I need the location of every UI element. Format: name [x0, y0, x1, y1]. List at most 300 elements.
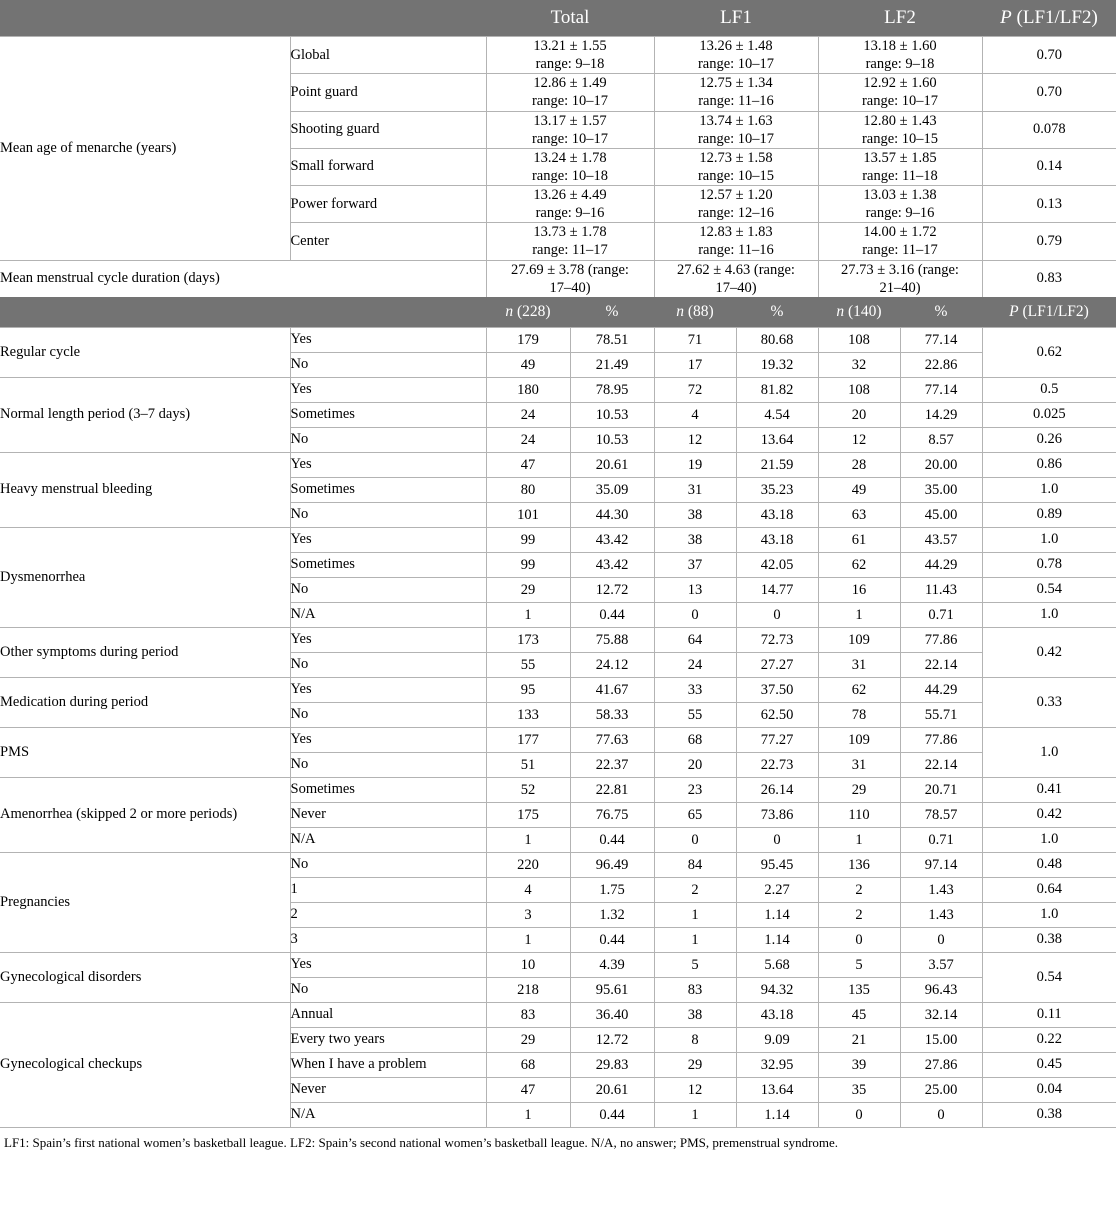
cell-pct-total: 41.67 [570, 677, 654, 702]
cell-total [486, 223, 654, 260]
cell-pct-lf2: 44.29 [900, 552, 982, 577]
cell-total [486, 37, 654, 74]
cell-n-lf2: 62 [818, 677, 900, 702]
cell-pct-lf2: 97.14 [900, 852, 982, 877]
cell-total-mean: 27.69 ± 3.78 (range: [511, 261, 629, 278]
cell-pct-lf1: 43.18 [736, 1002, 818, 1027]
cell-n-lf2: 21 [818, 1027, 900, 1052]
cell-pct-total: 35.09 [570, 477, 654, 502]
cell-total-range: range: 9–18 [535, 56, 605, 73]
cell-total-range: range: 10–17 [531, 130, 609, 147]
cell-pvalue: 0.54 [982, 952, 1116, 1002]
cell-lf2-mean: 14.00 ± 1.72 [863, 224, 937, 241]
cell-total-mean: 13.21 ± 1.55 [533, 38, 607, 54]
row-label-gynecological-disorders: Gynecological disorders [0, 952, 290, 1002]
cell-pct-lf2: 35.00 [900, 477, 982, 502]
row-sublabel: Yes [290, 527, 486, 552]
cell-lf1 [654, 74, 818, 111]
row-label-other-symptoms: Other symptoms during period [0, 627, 290, 677]
cell-n-total: 47 [486, 452, 570, 477]
cell-n-lf1: 55 [654, 702, 736, 727]
row-sublabel: Shooting guard [290, 111, 486, 148]
cell-lf1-mean: 13.26 ± 1.48 [699, 38, 773, 54]
cell-pvalue: 0.38 [982, 927, 1116, 952]
row-sublabel: N/A [290, 1102, 486, 1127]
table-row [0, 260, 1116, 297]
cell-pct-lf2: 11.43 [900, 577, 982, 602]
cell-pct-lf1: 43.18 [736, 527, 818, 552]
cell-pct-lf2: 22.86 [900, 352, 982, 377]
cell-n-lf1: 12 [654, 1077, 736, 1102]
cell-pvalue: 0.83 [982, 260, 1116, 297]
cell-n-lf2: 135 [818, 977, 900, 1002]
cell-pct-lf1: 73.86 [736, 802, 818, 827]
cell-n-total: 177 [486, 727, 570, 752]
cell-n-lf2: 108 [818, 327, 900, 352]
cell-pct-total: 29.83 [570, 1052, 654, 1077]
cell-pvalue: 0.26 [982, 427, 1116, 452]
cell-total [486, 111, 654, 148]
cell-pct-total: 22.81 [570, 777, 654, 802]
cell-pct-lf1: 19.32 [736, 352, 818, 377]
cell-pvalue: 0.13 [982, 186, 1116, 223]
cell-pct-total: 1.32 [570, 902, 654, 927]
table-row [0, 727, 1116, 752]
cell-n-total: 24 [486, 402, 570, 427]
cell-pvalue: 1.0 [982, 527, 1116, 552]
row-sublabel: Sometimes [290, 477, 486, 502]
row-label-heavy-menstrual-bleeding: Heavy menstrual bleeding [0, 452, 290, 527]
cell-pct-lf1: 4.54 [736, 402, 818, 427]
cell-pct-lf2: 32.14 [900, 1002, 982, 1027]
cell-n-lf2: 45 [818, 1002, 900, 1027]
table-row [0, 627, 1116, 652]
cell-lf2 [818, 37, 982, 74]
cell-pvalue: 0.62 [982, 327, 1116, 377]
cell-total [486, 74, 654, 111]
cell-pct-lf1: 9.09 [736, 1027, 818, 1052]
cell-n-total: 51 [486, 752, 570, 777]
cell-pct-lf1: 95.45 [736, 852, 818, 877]
cell-pct-lf1: 0 [736, 602, 818, 627]
cell-pct-total: 20.61 [570, 452, 654, 477]
cell-n-total: 218 [486, 977, 570, 1002]
cell-n-lf2: 49 [818, 477, 900, 502]
row-sublabel: N/A [290, 602, 486, 627]
cell-n-total: 95 [486, 677, 570, 702]
cell-lf2 [818, 111, 982, 148]
cell-pct-total: 4.39 [570, 952, 654, 977]
cell-lf1-mean: 13.74 ± 1.63 [699, 112, 773, 129]
cell-n-lf1: 24 [654, 652, 736, 677]
row-sublabel: Every two years [290, 1027, 486, 1052]
cell-n-lf2: 108 [818, 377, 900, 402]
cell-lf2 [818, 186, 982, 223]
cell-lf2-mean: 13.03 ± 1.38 [863, 187, 937, 203]
cell-pct-total: 0.44 [570, 827, 654, 852]
cell-lf2 [818, 223, 982, 260]
cell-lf1 [654, 186, 818, 223]
cell-n-lf1: 38 [654, 502, 736, 527]
cell-n-total: 1 [486, 927, 570, 952]
cell-lf1-mean: 12.75 ± 1.34 [699, 75, 773, 92]
row-sublabel: No [290, 752, 486, 777]
cell-pct-lf2: 1.43 [900, 877, 982, 902]
cell-pct-total: 0.44 [570, 602, 654, 627]
row-label-dysmenorrhea: Dysmenorrhea [0, 527, 290, 627]
cell-n-lf1: 1 [654, 927, 736, 952]
cell-pct-lf1: 37.50 [736, 677, 818, 702]
cell-pct-total: 10.53 [570, 427, 654, 452]
cell-n-lf1: 64 [654, 627, 736, 652]
cell-pct-lf2: 27.86 [900, 1052, 982, 1077]
cell-lf2-mean: 12.92 ± 1.60 [863, 75, 937, 92]
row-sublabel: Small forward [290, 148, 486, 185]
cell-n-total: 29 [486, 1027, 570, 1052]
row-sublabel: Yes [290, 727, 486, 752]
cell-pct-total: 78.95 [570, 377, 654, 402]
cell-lf1-mean: 12.83 ± 1.83 [699, 224, 773, 241]
row-sublabel: Sometimes [290, 402, 486, 427]
cell-total-range: range: 9–16 [535, 205, 605, 222]
cell-total-range: 17–40) [549, 279, 591, 296]
row-sublabel: Yes [290, 452, 486, 477]
cell-lf2-mean: 13.57 ± 1.85 [863, 149, 937, 166]
cell-n-lf1: 33 [654, 677, 736, 702]
cell-lf2-range: range: 10–15 [861, 130, 939, 147]
row-sublabel: No [290, 427, 486, 452]
cell-pct-lf2: 20.71 [900, 777, 982, 802]
cell-lf1-range: range: 10–15 [697, 167, 775, 184]
row-sublabel: Never [290, 1077, 486, 1102]
cell-n-total: 52 [486, 777, 570, 802]
cell-n-lf2: 31 [818, 652, 900, 677]
cell-n-total: 49 [486, 352, 570, 377]
cell-n-lf1: 8 [654, 1027, 736, 1052]
header-n-total: n (228) [486, 297, 570, 328]
cell-pvalue: 0.42 [982, 627, 1116, 677]
cell-pct-lf2: 22.14 [900, 652, 982, 677]
cell-pvalue: 0.41 [982, 777, 1116, 802]
cell-pvalue: 0.11 [982, 1002, 1116, 1027]
cell-pct-total: 96.49 [570, 852, 654, 877]
cell-pvalue: 1.0 [982, 727, 1116, 777]
cell-n-lf2: 20 [818, 402, 900, 427]
cell-n-lf2: 1 [818, 827, 900, 852]
cell-n-lf2: 110 [818, 802, 900, 827]
cell-n-lf1: 23 [654, 777, 736, 802]
cell-pct-lf2: 43.57 [900, 527, 982, 552]
cell-n-lf2: 62 [818, 552, 900, 577]
cell-pct-lf1: 80.68 [736, 327, 818, 352]
cell-n-lf2: 0 [818, 1102, 900, 1127]
table-row [0, 1002, 1116, 1027]
header-n-lf2: n (140) [818, 297, 900, 328]
row-label-pms: PMS [0, 727, 290, 777]
cell-pct-total: 78.51 [570, 327, 654, 352]
cell-n-total: 175 [486, 802, 570, 827]
row-sublabel: No [290, 577, 486, 602]
cell-lf2 [818, 148, 982, 185]
cell-pvalue: 0.5 [982, 377, 1116, 402]
cell-n-lf1: 5 [654, 952, 736, 977]
cell-pct-lf2: 1.43 [900, 902, 982, 927]
header-n-lf1: n (88) [654, 297, 736, 328]
cell-pvalue: 0.70 [982, 37, 1116, 74]
cell-pct-lf2: 77.86 [900, 727, 982, 752]
cell-n-total: 29 [486, 577, 570, 602]
cell-total-range: range: 11–17 [532, 242, 608, 259]
cell-n-total: 99 [486, 527, 570, 552]
cell-pvalue: 0.48 [982, 852, 1116, 877]
cell-pct-lf2: 8.57 [900, 427, 982, 452]
cell-n-lf1: 0 [654, 602, 736, 627]
cell-n-total: 4 [486, 877, 570, 902]
row-sublabel: N/A [290, 827, 486, 852]
cell-pct-total: 43.42 [570, 552, 654, 577]
cell-pvalue: 1.0 [982, 477, 1116, 502]
cell-n-total: 3 [486, 902, 570, 927]
cell-n-lf1: 4 [654, 402, 736, 427]
cell-lf2-range: range: 9–16 [865, 205, 935, 222]
header-pvalue-2: P (LF1/LF2) [982, 297, 1116, 328]
cell-n-total: 24 [486, 427, 570, 452]
cell-pct-lf1: 26.14 [736, 777, 818, 802]
table-row [0, 777, 1116, 802]
cell-n-lf1: 17 [654, 352, 736, 377]
cell-n-lf1: 1 [654, 902, 736, 927]
row-sublabel: No [290, 652, 486, 677]
cell-pct-lf2: 22.14 [900, 752, 982, 777]
cell-lf1-range: 17–40) [715, 279, 757, 296]
cell-pct-lf2: 0 [900, 927, 982, 952]
cell-pct-total: 43.42 [570, 527, 654, 552]
cell-pct-lf1: 13.64 [736, 1077, 818, 1102]
cell-n-lf2: 78 [818, 702, 900, 727]
cell-pct-lf1: 1.14 [736, 902, 818, 927]
cell-n-lf2: 2 [818, 902, 900, 927]
cell-total-range: range: 10–17 [531, 93, 609, 110]
cell-pct-lf2: 55.71 [900, 702, 982, 727]
row-sublabel: Yes [290, 327, 486, 352]
row-sublabel: Never [290, 802, 486, 827]
row-sublabel: No [290, 702, 486, 727]
cell-pct-lf1: 0 [736, 827, 818, 852]
row-sublabel: Point guard [290, 74, 486, 111]
cell-total-mean: 13.26 ± 4.49 [533, 187, 607, 203]
row-sublabel: No [290, 977, 486, 1002]
menarche-table [0, 0, 1116, 297]
cell-total-mean: 13.17 ± 1.57 [533, 112, 607, 129]
cell-n-total: 179 [486, 327, 570, 352]
row-sublabel: Sometimes [290, 552, 486, 577]
cell-pct-lf1: 81.82 [736, 377, 818, 402]
cell-n-total: 1 [486, 1102, 570, 1127]
cell-pct-lf1: 72.73 [736, 627, 818, 652]
cell-pvalue: 0.38 [982, 1102, 1116, 1127]
cell-n-total: 55 [486, 652, 570, 677]
header-lf2: LF2 [818, 0, 982, 37]
cell-pvalue: 0.22 [982, 1027, 1116, 1052]
cell-pct-lf1: 32.95 [736, 1052, 818, 1077]
cell-pct-lf2: 77.14 [900, 377, 982, 402]
cell-pct-lf2: 3.57 [900, 952, 982, 977]
cell-n-total: 68 [486, 1052, 570, 1077]
cell-lf1-range: range: 10–17 [697, 56, 775, 73]
cell-pct-lf1: 42.05 [736, 552, 818, 577]
cell-pct-lf2: 78.57 [900, 802, 982, 827]
cell-pct-lf2: 0 [900, 1102, 982, 1127]
cell-pct-lf1: 5.68 [736, 952, 818, 977]
cell-lf1-mean: 12.73 ± 1.58 [699, 149, 773, 166]
cell-n-lf1: 20 [654, 752, 736, 777]
cell-pct-total: 76.75 [570, 802, 654, 827]
cell-pct-lf2: 77.86 [900, 627, 982, 652]
header-total: Total [486, 0, 654, 37]
cell-n-total: 1 [486, 602, 570, 627]
cell-n-lf2: 2 [818, 877, 900, 902]
cell-pct-lf1: 13.64 [736, 427, 818, 452]
cell-n-lf2: 136 [818, 852, 900, 877]
cell-pct-lf1: 1.14 [736, 927, 818, 952]
header-pvalue: P (LF1/LF2) [982, 0, 1116, 37]
cell-n-lf1: 84 [654, 852, 736, 877]
cell-pct-lf2: 96.43 [900, 977, 982, 1002]
cell-pct-lf2: 0.71 [900, 602, 982, 627]
cell-pct-lf2: 20.00 [900, 452, 982, 477]
cell-pct-lf1: 14.77 [736, 577, 818, 602]
cell-lf2-range: range: 11–18 [862, 167, 938, 184]
cell-pct-lf1: 1.14 [736, 1102, 818, 1127]
cell-pct-lf1: 35.23 [736, 477, 818, 502]
cell-pct-total: 77.63 [570, 727, 654, 752]
cell-pvalue: 1.0 [982, 827, 1116, 852]
table-footnote: LF1: Spain’s first national women’s basketball league. LF2: Spain’s second national women’s basketball league. N/A, no answer; PMS, premenstrual syndrome. [0, 1127, 1116, 1156]
cell-pct-total: 12.72 [570, 1027, 654, 1052]
cell-pct-lf2: 0.71 [900, 827, 982, 852]
cell-n-lf1: 65 [654, 802, 736, 827]
row-sublabel: 1 [290, 877, 486, 902]
row-sublabel: Sometimes [290, 777, 486, 802]
cell-n-lf2: 31 [818, 752, 900, 777]
cell-pvalue: 0.33 [982, 677, 1116, 727]
cell-n-lf2: 16 [818, 577, 900, 602]
cell-n-lf2: 109 [818, 727, 900, 752]
table-row [0, 952, 1116, 977]
cell-pct-total: 36.40 [570, 1002, 654, 1027]
row-label-pregnancies: Pregnancies [0, 852, 290, 952]
cell-n-lf1: 71 [654, 327, 736, 352]
cell-n-total: 101 [486, 502, 570, 527]
row-sublabel: Yes [290, 377, 486, 402]
cell-n-lf2: 63 [818, 502, 900, 527]
cell-n-lf2: 61 [818, 527, 900, 552]
cell-pct-total: 1.75 [570, 877, 654, 902]
cell-n-total: 80 [486, 477, 570, 502]
row-sublabel: Power forward [290, 186, 486, 223]
cell-n-lf2: 1 [818, 602, 900, 627]
header-blank-2 [0, 297, 486, 328]
cell-pct-total: 10.53 [570, 402, 654, 427]
cell-n-lf1: 2 [654, 877, 736, 902]
cell-n-lf1: 19 [654, 452, 736, 477]
table-row [0, 37, 1116, 74]
cell-lf1-range: range: 10–17 [697, 130, 775, 147]
cell-n-lf2: 109 [818, 627, 900, 652]
cell-pct-total: 44.30 [570, 502, 654, 527]
cell-n-lf1: 37 [654, 552, 736, 577]
cell-n-lf2: 28 [818, 452, 900, 477]
header-pct-lf1: % [736, 297, 818, 328]
cell-lf1 [654, 260, 818, 297]
cell-lf2-mean: 27.73 ± 3.16 (range: [841, 261, 959, 278]
cell-pct-lf2: 44.29 [900, 677, 982, 702]
header-pct-total: % [570, 297, 654, 328]
cell-pvalue: 1.0 [982, 902, 1116, 927]
cell-lf1 [654, 148, 818, 185]
cell-lf1-range: range: 11–16 [698, 93, 774, 110]
cell-n-lf2: 32 [818, 352, 900, 377]
row-sublabel: Global [290, 37, 486, 74]
cell-n-total: 220 [486, 852, 570, 877]
table-row [0, 527, 1116, 552]
cell-n-lf1: 38 [654, 1002, 736, 1027]
row-label-normal-length-period: Normal length period (3–7 days) [0, 377, 290, 452]
table-row [0, 852, 1116, 877]
row-sublabel: No [290, 852, 486, 877]
cell-pvalue: 1.0 [982, 602, 1116, 627]
cell-pvalue: 0.025 [982, 402, 1116, 427]
cell-pvalue: 0.79 [982, 223, 1116, 260]
cell-pvalue: 0.64 [982, 877, 1116, 902]
cell-n-total: 99 [486, 552, 570, 577]
cell-n-lf2: 0 [818, 927, 900, 952]
cell-pvalue: 0.89 [982, 502, 1116, 527]
cell-lf1 [654, 111, 818, 148]
cell-pvalue: 0.86 [982, 452, 1116, 477]
cell-pct-lf2: 14.29 [900, 402, 982, 427]
cell-lf1-mean: 27.62 ± 4.63 (range: [677, 261, 795, 278]
cell-pct-total: 22.37 [570, 752, 654, 777]
cell-pvalue: 0.45 [982, 1052, 1116, 1077]
cell-pvalue: 0.54 [982, 577, 1116, 602]
cell-n-lf2: 12 [818, 427, 900, 452]
cell-n-lf1: 13 [654, 577, 736, 602]
cell-n-lf1: 0 [654, 827, 736, 852]
row-label-cycle-duration: Mean menstrual cycle duration (days) [0, 260, 486, 297]
cell-n-lf2: 35 [818, 1077, 900, 1102]
cell-lf2-mean: 13.18 ± 1.60 [863, 38, 937, 54]
cell-pct-total: 12.72 [570, 577, 654, 602]
cell-lf2 [818, 260, 982, 297]
header-blank [0, 0, 486, 37]
row-label-amenorrhea: Amenorrhea (skipped 2 or more periods) [0, 777, 290, 852]
cell-lf2-range: range: 9–18 [865, 56, 935, 73]
cell-pct-lf1: 22.73 [736, 752, 818, 777]
cell-n-lf1: 72 [654, 377, 736, 402]
cell-n-lf1: 83 [654, 977, 736, 1002]
row-sublabel: No [290, 502, 486, 527]
cell-n-lf1: 29 [654, 1052, 736, 1077]
cell-pvalue: 0.14 [982, 148, 1116, 185]
cell-pvalue: 0.70 [982, 74, 1116, 111]
cell-lf1 [654, 223, 818, 260]
cell-pct-total: 24.12 [570, 652, 654, 677]
cell-pvalue: 0.04 [982, 1077, 1116, 1102]
row-label-mean-age-menarche: Mean age of menarche (years) [0, 37, 290, 261]
table-row [0, 377, 1116, 402]
cell-pct-total: 20.61 [570, 1077, 654, 1102]
